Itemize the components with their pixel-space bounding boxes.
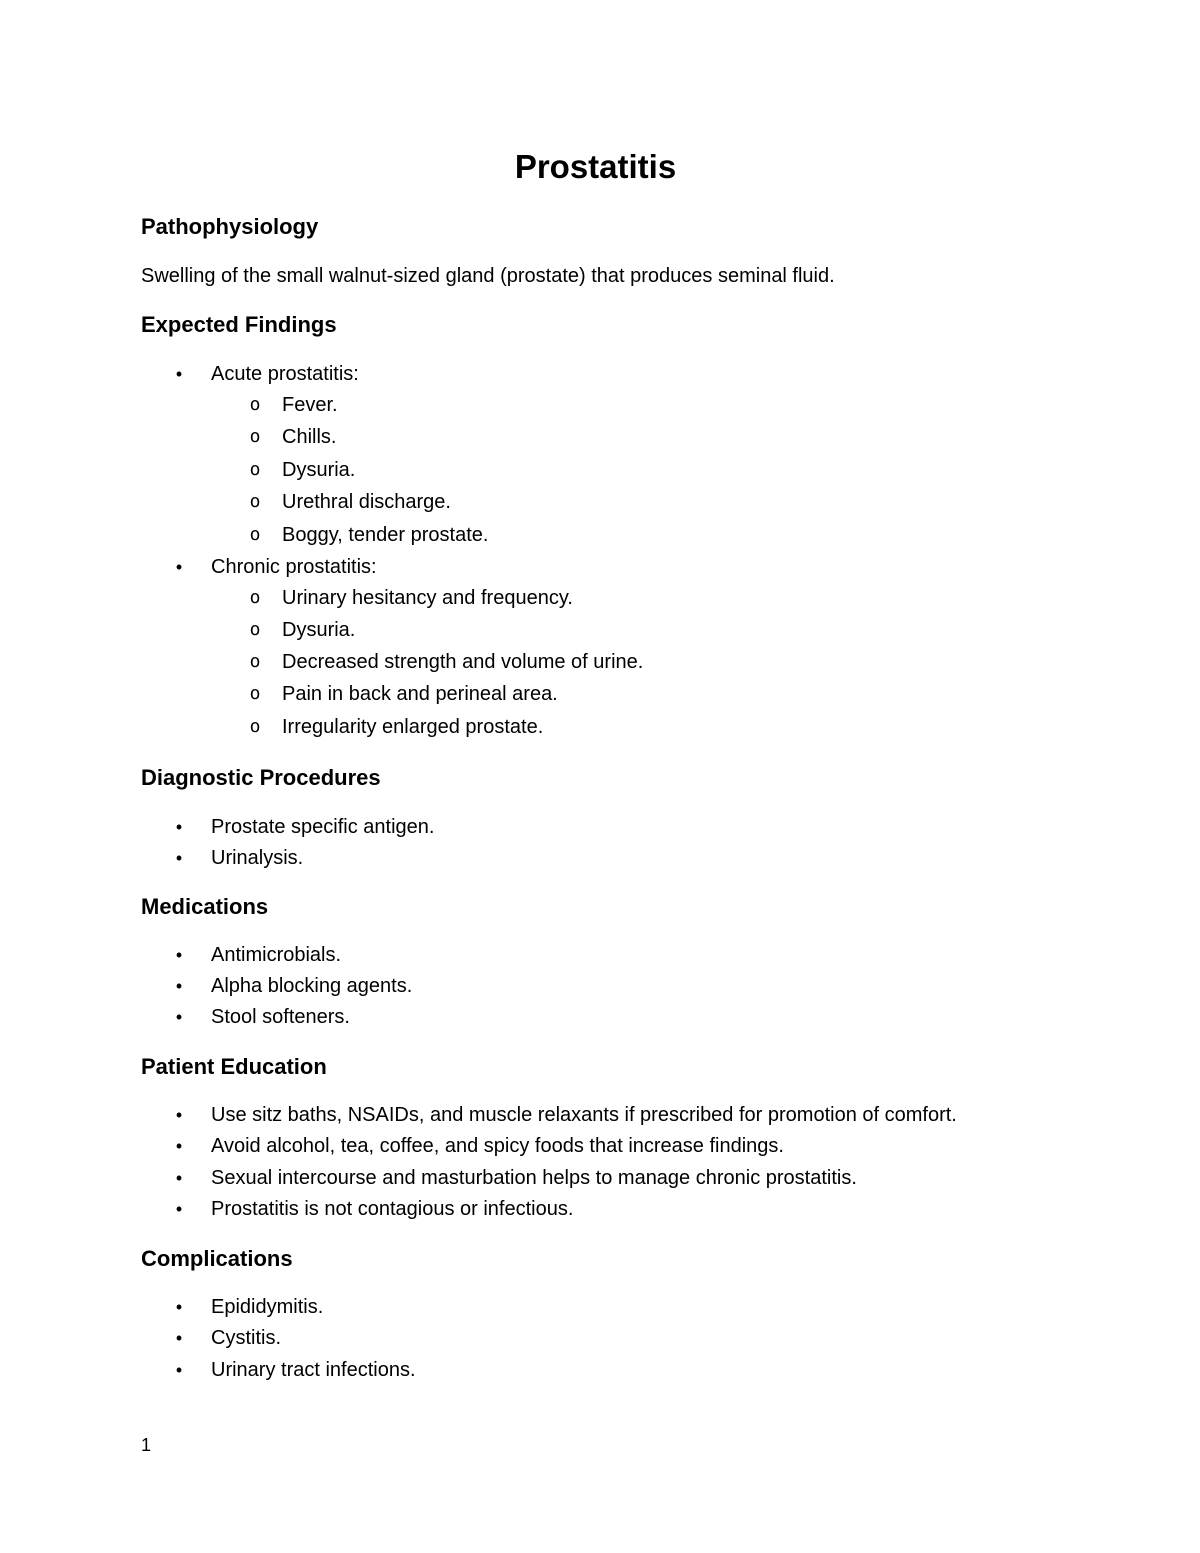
pathophysiology-text: Swelling of the small walnut-sized gland (prostate) that produces seminal fluid. <box>141 265 835 287</box>
list-item-text: Prostatitis is not contagious or infectious. <box>211 1198 574 1220</box>
heading-pathophysiology: Pathophysiology <box>141 214 319 239</box>
bullet-icon: • <box>175 817 183 837</box>
bullet-icon: • <box>175 1136 183 1156</box>
heading-complications: Complications <box>141 1246 293 1271</box>
sub-list-item-text: Pain in back and perineal area. <box>282 683 558 705</box>
list-item-text: Cystitis. <box>211 1327 281 1349</box>
list-item-text: Prostate specific antigen. <box>211 816 435 838</box>
sub-list-item-text: Dysuria. <box>282 459 356 481</box>
bullet-icon: • <box>175 1360 183 1380</box>
sub-bullet-icon: o <box>249 683 261 704</box>
page-title: Prostatitis <box>514 148 677 185</box>
bullet-icon: • <box>175 945 183 965</box>
list-item-text: Alpha blocking agents. <box>211 975 413 997</box>
sub-list-item-text: Dysuria. <box>282 619 356 641</box>
list-item-text: Urinary tract infections. <box>211 1359 416 1381</box>
sub-list-item-text: Irregularity enlarged prostate. <box>282 716 544 738</box>
list-item-text: Urinalysis. <box>211 847 304 869</box>
sub-bullet-icon: o <box>249 651 261 672</box>
heading-diagnostic-procedures: Diagnostic Procedures <box>141 765 381 790</box>
sub-list-item-text: Boggy, tender prostate. <box>282 524 489 546</box>
list-item-text: Sexual intercourse and masturbation helps to manage chronic prostatitis. <box>211 1167 857 1189</box>
bullet-icon: • <box>175 848 183 868</box>
sub-bullet-icon: o <box>249 716 261 737</box>
sub-bullet-icon: o <box>249 491 261 512</box>
sub-bullet-icon: o <box>249 426 261 447</box>
bullet-icon: • <box>175 364 183 384</box>
bullet-icon: • <box>175 1168 183 1188</box>
heading-expected-findings: Expected Findings <box>141 312 337 337</box>
bullet-icon: • <box>175 1105 183 1125</box>
bullet-icon: • <box>175 1297 183 1317</box>
page-number: 1 <box>141 1435 152 1455</box>
list-item-label: Chronic prostatitis: <box>211 556 377 578</box>
heading-medications: Medications <box>141 894 269 919</box>
sub-list-item-text: Urinary hesitancy and frequency. <box>282 587 573 609</box>
sub-list-item-text: Chills. <box>282 426 337 448</box>
list-item-text: Epididymitis. <box>211 1296 324 1318</box>
sub-bullet-icon: o <box>249 524 261 545</box>
sub-list-item-text: Fever. <box>282 394 338 416</box>
bullet-icon: • <box>175 1007 183 1027</box>
sub-bullet-icon: o <box>249 394 261 415</box>
sub-list-item-text: Decreased strength and volume of urine. <box>282 651 644 673</box>
heading-patient-education: Patient Education <box>141 1054 327 1079</box>
sub-bullet-icon: o <box>249 587 261 608</box>
sub-bullet-icon: o <box>249 459 261 480</box>
bullet-icon: • <box>175 1328 183 1348</box>
bullet-icon: • <box>175 557 183 577</box>
list-item-label: Acute prostatitis: <box>211 363 359 385</box>
sub-list-item-text: Urethral discharge. <box>282 491 451 513</box>
bullet-icon: • <box>175 1199 183 1219</box>
list-item-text: Antimicrobials. <box>211 944 342 966</box>
list-item-text: Avoid alcohol, tea, coffee, and spicy foods that increase findings. <box>211 1135 784 1157</box>
list-item-text: Use sitz baths, NSAIDs, and muscle relaxants if prescribed for promotion of comfort. <box>211 1104 957 1126</box>
sub-bullet-icon: o <box>249 619 261 640</box>
list-item-text: Stool softeners. <box>211 1006 350 1028</box>
bullet-icon: • <box>175 976 183 996</box>
